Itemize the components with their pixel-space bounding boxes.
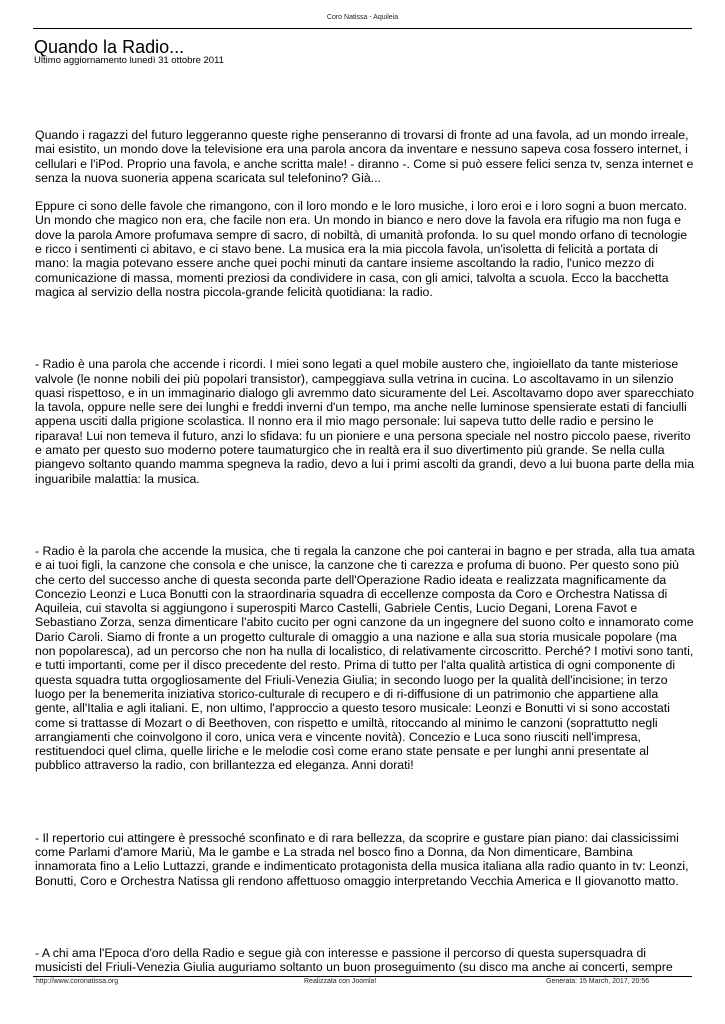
footer-credit: Realizzata con Joomla!: [304, 978, 377, 985]
header-divider: [33, 28, 692, 29]
last-updated: Ultimo aggiornamento lunedì 31 ottobre 2011: [34, 55, 224, 66]
paragraph: - A chi ama l'Epoca d'oro della Radio e segue già con interesse e passione il percorso di questa supersquadra di musicisti del Friuli-Venezia Giulia auguriamo soltanto un buon proseguimento (su disco ma anche ai concerti, sempre: [35, 945, 673, 974]
paragraph: Quando i ragazzi del futuro leggeranno queste righe penseranno di trovarsi di fronte ad una favola, ad un mondo irreale, mai esistito, un mondo dove la televisione era una parola ancora da inventare e nessuno sapeva cosa fossero internet, i cellulari e l'iPod. Proprio una favola, e anche scritta male! - diranno -. Come si può essere felici senza tv, senza internet e senza la nuova suoneria appena scaricata sul telefonino? Già...: [35, 128, 694, 185]
paragraph: - Radio è una parola che accende i ricordi. I miei sono legati a quel mobile austero che, ingioiellato da tante misteriose valvole (le nonne nobili dei più popolari transistor), campeggiava sulla vetrina in cucina. Lo ascoltavamo in un silenzio quasi rispettoso, e in un immaginario dialogo gli avremmo dato sicuramente del Lei. Ascoltavamo dopo aver sparecchiato la tavola, oppure nelle sere dei lunghi e freddi inverni d'un tempo, ma anche nelle luminose spensierate estati di fanciulli appena usciti dalla prigione scolastica. Il nonno era il mio mago personale: lui sapeva tutto delle radio e persino le riparava! Lui non temeva il futuro, anzi lo sfidava: fu un pioniere e una persona speciale nel nostro piccolo paese, riverito e amato per questo suo moderno potere taumaturgico che in realtà era il suo divertimento più grande. Se nella culla piangevo soltanto quando mamma spegneva la radio, devo a lui i primi ascolti da grandi, devo a lui buona parte della mia inguaribile malattia: la musica.: [35, 357, 694, 486]
footer-url-link[interactable]: http://www.coronatissa.org: [36, 978, 119, 985]
footer-divider: [33, 976, 692, 977]
paragraph: - Radio è la parola che accende la musica, che ti regala la canzone che poi canterai in bagno e per strada, alla tua amata e ai tuoi figli, la canzone che consola e che unisce, la canzone che ti carezza e profuma di buono. Per questo sono più che certo del successo anche di questa seconda parte dell'Operazione Radio ideata e realizzata magnificamente da Concezio Leonzi e Luca Bonutti con la straordinaria squadra di eccellenze composta da Coro e Orchestra Natissa di Aquileia, cui stavolta si aggiungono i superospiti Marco Castelli, Gabriele Centis, Lucio Degani, Lorena Favot e Sebastiano Zorza, senza dimenticare l'abito cucito per ogni canzone da un ingegnere del suono colto e innamorato come Dario Caroli. Siamo di fronte a un progetto culturale di omaggio a una nazione e alla sua storia musicale popolare (ma non popolaresca), ad un percorso che non ha nulla di localistico, di relativamente circoscritto. Perché? I motivi sono tanti, e tutti importanti, come per il disco precedente del resto. Prima di tutto per l'alta qualità artistica di ogni componente di questa squadra tutta orgogliosamente del Friuli-Venezia Giulia; in secondo luogo per la qualità dell'incisione; in terzo luogo per la benemerita iniziativa storico-culturale di recupero e di ri-diffusione di un patrimonio che appartiene alla gente, all'Italia e agli italiani. E, non ultimo, l'approccio a questo tesoro musicale: Leonzi e Bonutti vi si sono accostati come si trattasse di Mozart o di Beethoven, con rispetto e umiltà, ritoccando al minimo le canzoni (soprattutto negli arrangiamenti che coinvolgono il coro, unica vera e vincente novità). Concezio e Luca sono riusciti nell'impresa, restituendoci quel clima, quelle liriche e le melodie così come erano state pensate e per lunghi anni presentate al pubblico attraverso la radio, con brillantezza ed eleganza. Anni dorati!: [35, 543, 695, 773]
footer-generated: Generata: 15 March, 2017, 20:56: [546, 978, 650, 985]
article-body: [35, 128, 695, 974]
article-title: Quando la Radio...: [34, 37, 185, 57]
page-header: Coro Natissa - Aquileia: [326, 14, 399, 21]
paragraph: - Il repertorio cui attingere è pressoché sconfinato e di rara bellezza, da scoprire e gustare pian piano: dai classicissimi come Parlami d'amore Mariù, Ma le gambe e La strada nel bosco fino a Donna, da Non dimenticare, Bambina innamorata fino a Lelio Luttazzi, grande e indimenticato protagonista della musica italiana alla radio quanto in tv: Leonzi, Bonutti, Coro e Orchestra Natissa gli rendono affettuoso omaggio interpretando Vecchia America e Il giovanotto matto.: [35, 830, 689, 888]
paragraph: Eppure ci sono delle favole che rimangono, con il loro mondo e le loro musiche, i loro eroi e i loro sogni a buon mercato. Un mondo che magico non era, che facile non era. Un mondo in bianco e nero dove la favola era rifugio ma non fuga e dove la parola Amore profumava sempre di sacro, di nobiltà, di umanità profonda. Io su quel mondo orfano di tecnologie e ricco i sentimenti ci abitavo, e ci stavo bene. La musica era la mia piccola favola, un'isoletta di felicità a portata di mano: la magia potevano essere anche quei pochi minuti da cantare insieme ascoltando la radio, l'unico mezzo di comunicazione di massa, momenti preziosi da condividere in casa, con gli amici, talvolta a scuola. Ecco la bacchetta magica al servizio della nostra piccola-grande felicità quotidiana: la radio.: [35, 199, 688, 299]
